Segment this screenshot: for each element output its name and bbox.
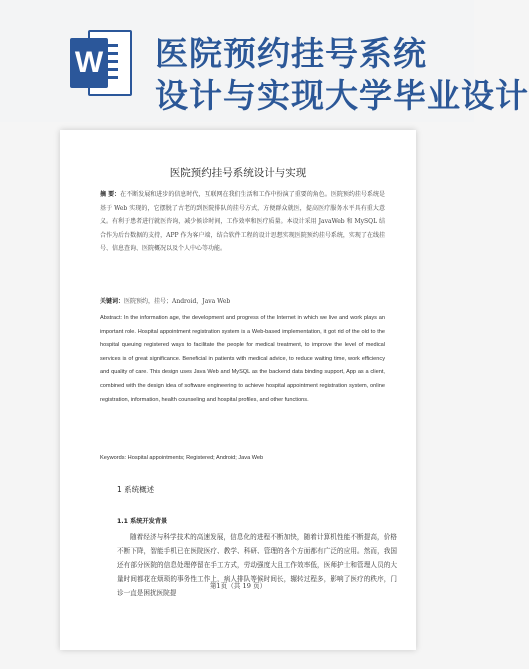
abstract-cn-label: 摘 要： bbox=[100, 191, 121, 198]
keywords-cn-text: 医院预约，挂号；Android，Java Web bbox=[124, 298, 231, 305]
section-heading-1-1: 1.1 系统开发背景 bbox=[117, 518, 168, 525]
body-paragraph: 随着经济与科学技术的高速发展，信息化的进程不断加快，随着计算机性能不断提高，价格不断下降，智能手机已在医院医疗、教学、科研、管理的各个方面都有广泛的应用。然而，我国还有部分医院的信息处理停留在手工方式，劳动强度大且工作效率低，医师护士和管理人员的大量时间都花在烦琐的事务性工作上，病人排队等候时间长，辗转过程多，影响了医疗的秩序，门诊一直是困扰医院提 bbox=[117, 533, 397, 597]
page-footer: 第1页（共 19 页） bbox=[209, 582, 267, 590]
banner-title-line1: 医院预约挂号系统 bbox=[155, 34, 427, 73]
keywords-en: Keywords: Hospital appointments; Registered; Android; Java Web bbox=[100, 455, 264, 461]
word-document-icon bbox=[70, 24, 132, 102]
document-title: 医院预约挂号系统设计与实现 bbox=[169, 167, 307, 179]
abstract-cn-text: 在不断发展和进步的信息时代，互联网在我们生活和工作中扮演了重要的角色。医院预约挂号系统是基于 Web 实现的，它摆脱了古老的到医院排队的挂号方式，方便群众就医，提高医疗服务水平具有重大意义。有利于患者进行就医咨询，减少候诊时间，工作效率和医疗质量。本设计采用 JavaWeb 和 MySQL 结合作为后台数据的支持，APP 作为客户端，结合软件工程的设计思想实现医院预约挂号系统，实现了在线挂号、信息查询、医院概况以及个人中心等功能。 bbox=[100, 191, 385, 252]
abstract-en: Abstract: In the information age, the development and progress of the Internet in which we live and work plays an important role. Hospital appointment registration system is a Web-based implementation, it got rid of the old to the hospital queuing registered ways to facilitate the people for medical treatment, to improve the level of medical services is of great significance. Beneficial in patients with medical advice, to reduce waiting time, work efficiency and quality of care. This design uses Java Web and MySQL as the backend data binding support, App as a client, combined with the design idea of software engineering to achieve hospital appointment registration system, online registration, information, health counseling and hospital profiles, and other functions. bbox=[100, 315, 385, 403]
keywords-cn bbox=[100, 296, 230, 305]
word-logo-letter: W bbox=[70, 38, 108, 88]
section-heading-1: 1 系统概述 bbox=[117, 485, 155, 494]
banner-title-line2: 设计与实现大学毕业设计 bbox=[155, 76, 529, 115]
document-page bbox=[60, 130, 416, 650]
keywords-cn-label: 关键词： bbox=[100, 298, 125, 305]
abstract-cn bbox=[100, 188, 385, 256]
banner bbox=[0, 0, 529, 122]
